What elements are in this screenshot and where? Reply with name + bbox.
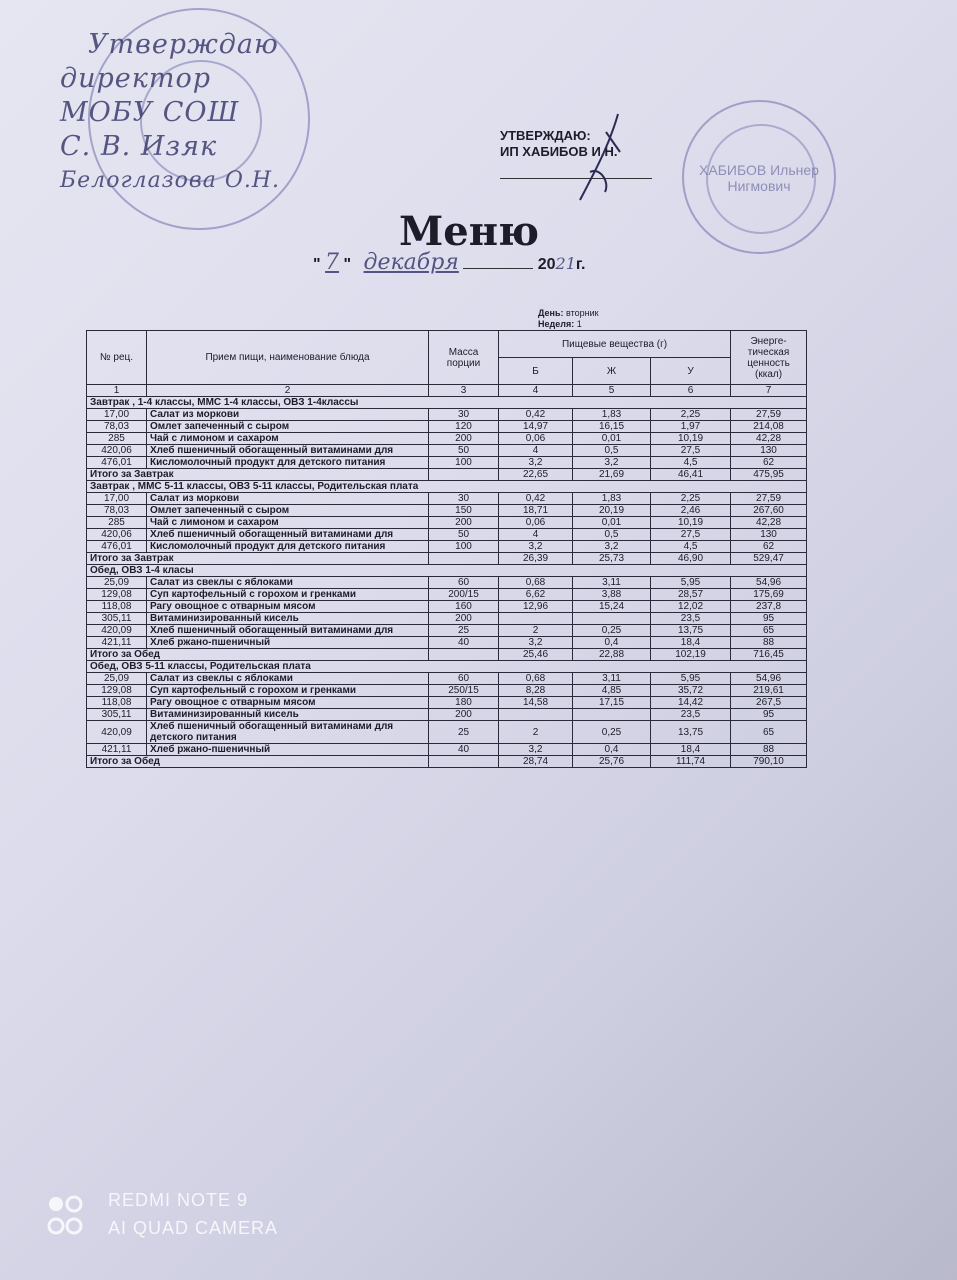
protein-value: 2: [499, 625, 573, 637]
table-row: [87, 637, 807, 649]
total-mass-empty: [429, 649, 499, 661]
total-mass-empty: [429, 756, 499, 768]
rec-number: 421,11: [87, 744, 147, 756]
rec-number: 420,09: [87, 625, 147, 637]
table-row: [87, 721, 807, 744]
dish-name: Хлеб пшеничный обогащенный витаминами для: [147, 445, 429, 457]
total-mass-empty: [429, 553, 499, 565]
total-label: Итого за Обед: [87, 649, 429, 661]
energy-value: 42,28: [731, 433, 807, 445]
table-row: [87, 673, 807, 685]
carb-value: 10,19: [651, 433, 731, 445]
rec-number: 305,11: [87, 613, 147, 625]
dish-name: Салат из свеклы с яблоками: [147, 577, 429, 589]
fat-value: 0,4: [573, 637, 651, 649]
col-number: 5: [573, 385, 651, 397]
dish-name: Омлет запеченный с сыром: [147, 421, 429, 433]
approval-person: ИП ХАБИБОВ И.Н.: [500, 144, 618, 159]
carb-value: 5,95: [651, 673, 731, 685]
dish-name: Хлеб пшеничный обогащенный витаминами для детского питания: [147, 721, 429, 744]
dish-name: Омлет запеченный с сыром: [147, 505, 429, 517]
rec-number: 78,03: [87, 421, 147, 433]
table-row: [87, 541, 807, 553]
dish-name: Хлеб пшеничный обогащенный витаминами для: [147, 529, 429, 541]
energy-value: 65: [731, 625, 807, 637]
dish-name: Хлеб ржано-пшеничный: [147, 744, 429, 756]
carb-value: 18,4: [651, 744, 731, 756]
table-row: [87, 625, 807, 637]
protein-value: 4: [499, 529, 573, 541]
carb-value: 5,95: [651, 577, 731, 589]
fat-value: [573, 709, 651, 721]
day-value: вторник: [566, 308, 599, 318]
handwritten-approval: [60, 28, 280, 198]
protein-value: [499, 709, 573, 721]
rec-number: 25,09: [87, 673, 147, 685]
protein-value: 0,06: [499, 433, 573, 445]
protein-value: 0,68: [499, 577, 573, 589]
entrepreneur-seal: [682, 100, 836, 254]
portion-mass: 50: [429, 529, 499, 541]
dish-name: Чай с лимоном и сахаром: [147, 433, 429, 445]
table-row: [87, 601, 807, 613]
table-row: [87, 421, 807, 433]
protein-value: 3,2: [499, 637, 573, 649]
fat-value: [573, 613, 651, 625]
total-carb: 102,19: [651, 649, 731, 661]
col-number: 7: [731, 385, 807, 397]
date-suffix: г.: [575, 256, 586, 273]
day-label: День:: [538, 308, 564, 318]
rec-number: 285: [87, 517, 147, 529]
energy-value: 267,5: [731, 697, 807, 709]
protein-value: 3,2: [499, 541, 573, 553]
carb-value: 14,42: [651, 697, 731, 709]
protein-value: 3,2: [499, 457, 573, 469]
header-b: Б: [499, 358, 573, 385]
fat-value: 0,25: [573, 625, 651, 637]
table-row: [87, 457, 807, 469]
col-number: 3: [429, 385, 499, 397]
carb-value: 10,19: [651, 517, 731, 529]
rec-number: 420,09: [87, 721, 147, 744]
dish-name: Кисломолочный продукт для детского питания: [147, 457, 429, 469]
section-header-row: [87, 397, 807, 409]
dish-name: Хлеб ржано-пшеничный: [147, 637, 429, 649]
approval-line: С. В. Изяк: [60, 131, 218, 162]
protein-value: 6,62: [499, 589, 573, 601]
total-carb: 111,74: [651, 756, 731, 768]
portion-mass: 200/15: [429, 589, 499, 601]
table-row: [87, 697, 807, 709]
protein-value: [499, 613, 573, 625]
fat-value: 17,15: [573, 697, 651, 709]
total-protein: 28,74: [499, 756, 573, 768]
protein-value: 4: [499, 445, 573, 457]
fat-value: 0,01: [573, 517, 651, 529]
section-title: Обед, ОВЗ 5-11 классы, Родительская плата: [87, 661, 807, 673]
table-row: [87, 613, 807, 625]
carb-value: 2,25: [651, 409, 731, 421]
table-row: [87, 505, 807, 517]
section-title: Обед, ОВЗ 1-4 класы: [87, 565, 807, 577]
date-year-prefix: 20: [537, 256, 556, 273]
table-row: [87, 445, 807, 457]
carb-value: 13,75: [651, 625, 731, 637]
table-row: [87, 577, 807, 589]
fat-value: 3,11: [573, 673, 651, 685]
carb-value: 4,5: [651, 457, 731, 469]
col-number: 2: [147, 385, 429, 397]
approval-line: директор: [60, 63, 212, 94]
protein-value: 0,42: [499, 493, 573, 505]
total-energy: 790,10: [731, 756, 807, 768]
table-row: [87, 589, 807, 601]
protein-value: 2: [499, 721, 573, 744]
energy-value: 95: [731, 709, 807, 721]
energy-value: 175,69: [731, 589, 807, 601]
total-fat: 25,76: [573, 756, 651, 768]
portion-mass: 250/15: [429, 685, 499, 697]
fat-value: 0,01: [573, 433, 651, 445]
portion-mass: 50: [429, 445, 499, 457]
total-carb: 46,41: [651, 469, 731, 481]
dish-name: Салат из моркови: [147, 409, 429, 421]
energy-value: 54,96: [731, 673, 807, 685]
header-u: У: [651, 358, 731, 385]
dish-name: Хлеб пшеничный обогащенный витаминами для: [147, 625, 429, 637]
energy-value: 214,08: [731, 421, 807, 433]
table-row: [87, 409, 807, 421]
total-protein: 26,39: [499, 553, 573, 565]
portion-mass: 25: [429, 721, 499, 744]
header-rec: № рец.: [87, 331, 147, 385]
fat-value: 20,19: [573, 505, 651, 517]
fat-value: 0,5: [573, 529, 651, 541]
column-number-row: [87, 385, 807, 397]
rec-number: 17,00: [87, 409, 147, 421]
fat-value: 4,85: [573, 685, 651, 697]
dish-name: Суп картофельный с горохом и гренками: [147, 589, 429, 601]
energy-value: 130: [731, 445, 807, 457]
protein-value: 0,42: [499, 409, 573, 421]
protein-value: 0,68: [499, 673, 573, 685]
total-label: Итого за Обед: [87, 756, 429, 768]
total-carb: 46,90: [651, 553, 731, 565]
energy-value: 237,8: [731, 601, 807, 613]
date-year-suffix: 21: [555, 254, 576, 273]
date-close-quote: ": [343, 256, 352, 273]
date-open-quote: ": [313, 256, 321, 273]
dish-name: Витаминизированный кисель: [147, 613, 429, 625]
rec-number: 421,11: [87, 637, 147, 649]
protein-value: 3,2: [499, 744, 573, 756]
rec-number: 285: [87, 433, 147, 445]
rec-number: 420,06: [87, 445, 147, 457]
dish-name: Кисломолочный продукт для детского питания: [147, 541, 429, 553]
page-title: Меню: [399, 208, 540, 255]
signature: [560, 112, 630, 202]
table-row: [87, 709, 807, 721]
carb-value: 18,4: [651, 637, 731, 649]
header-name: Прием пищи, наименование блюда: [147, 331, 429, 385]
rec-number: 118,08: [87, 697, 147, 709]
section-title: Завтрак , ММС 5-11 классы, ОВЗ 5-11 классы, Родительская плата: [87, 481, 807, 493]
carb-value: 2,46: [651, 505, 731, 517]
section-title: Завтрак , 1-4 классы, ММС 1-4 классы, ОВЗ 1-4классы: [87, 397, 807, 409]
total-protein: 25,46: [499, 649, 573, 661]
portion-mass: 25: [429, 625, 499, 637]
col-number: 1: [87, 385, 147, 397]
fat-value: 0,5: [573, 445, 651, 457]
rec-number: 129,08: [87, 589, 147, 601]
total-fat: 25,73: [573, 553, 651, 565]
approval-line: Утверждаю: [88, 29, 279, 60]
portion-mass: 180: [429, 697, 499, 709]
total-mass-empty: [429, 469, 499, 481]
day-info: [538, 308, 599, 330]
approval-label: УТВЕРЖДАЮ:: [500, 128, 591, 143]
week-value: 1: [576, 319, 582, 329]
col-number: 4: [499, 385, 573, 397]
fat-value: 3,2: [573, 457, 651, 469]
protein-value: 0,06: [499, 517, 573, 529]
camera-logo-icon: [44, 1192, 94, 1242]
protein-value: 8,28: [499, 685, 573, 697]
energy-value: 95: [731, 613, 807, 625]
energy-value: 88: [731, 744, 807, 756]
header-zh: Ж: [573, 358, 651, 385]
camera-watermark: [108, 1186, 278, 1242]
section-header-row: [87, 481, 807, 493]
portion-mass: 160: [429, 601, 499, 613]
table-row: [87, 744, 807, 756]
fat-value: 3,2: [573, 541, 651, 553]
carb-value: 27,5: [651, 529, 731, 541]
total-row: [87, 469, 807, 481]
total-fat: 22,88: [573, 649, 651, 661]
dish-name: Суп картофельный с горохом и гренками: [147, 685, 429, 697]
carb-value: 12,02: [651, 601, 731, 613]
approval-line: МОБУ СОШ: [60, 97, 240, 128]
carb-value: 23,5: [651, 709, 731, 721]
total-fat: 21,69: [573, 469, 651, 481]
energy-value: 62: [731, 457, 807, 469]
energy-value: 27,59: [731, 409, 807, 421]
fat-value: 3,11: [573, 577, 651, 589]
fat-value: 0,25: [573, 721, 651, 744]
rec-number: 420,06: [87, 529, 147, 541]
protein-value: 12,96: [499, 601, 573, 613]
total-label: Итого за Завтрак: [87, 553, 429, 565]
dish-name: Салат из свеклы с яблоками: [147, 673, 429, 685]
dish-name: Рагу овощное с отварным мясом: [147, 697, 429, 709]
rec-number: 17,00: [87, 493, 147, 505]
fat-value: 16,15: [573, 421, 651, 433]
fat-value: 15,24: [573, 601, 651, 613]
rec-number: 118,08: [87, 601, 147, 613]
total-row: [87, 756, 807, 768]
table-row: [87, 529, 807, 541]
portion-mass: 60: [429, 577, 499, 589]
rec-number: 129,08: [87, 685, 147, 697]
menu-table: [86, 330, 807, 768]
rec-number: 305,11: [87, 709, 147, 721]
total-row: [87, 553, 807, 565]
table-row: [87, 685, 807, 697]
week-label: Неделя:: [538, 319, 575, 329]
portion-mass: 100: [429, 457, 499, 469]
header-energy: Энерге-тическая ценность (ккал): [731, 331, 807, 385]
carb-value: 4,5: [651, 541, 731, 553]
energy-value: 219,61: [731, 685, 807, 697]
section-header-row: [87, 661, 807, 673]
rec-number: 78,03: [87, 505, 147, 517]
total-energy: 529,47: [731, 553, 807, 565]
protein-value: 14,97: [499, 421, 573, 433]
energy-value: 62: [731, 541, 807, 553]
header-mass: Масса порции: [429, 331, 499, 385]
portion-mass: 40: [429, 744, 499, 756]
carb-value: 35,72: [651, 685, 731, 697]
total-energy: 475,95: [731, 469, 807, 481]
watermark-line1: REDMI NOTE 9: [108, 1190, 249, 1210]
total-label: Итого за Завтрак: [87, 469, 429, 481]
portion-mass: 60: [429, 673, 499, 685]
carb-value: 28,57: [651, 589, 731, 601]
rec-number: 476,01: [87, 541, 147, 553]
fat-value: 1,83: [573, 409, 651, 421]
rec-number: 25,09: [87, 577, 147, 589]
protein-value: 14,58: [499, 697, 573, 709]
table-row: [87, 433, 807, 445]
portion-mass: 30: [429, 409, 499, 421]
energy-value: 130: [731, 529, 807, 541]
portion-mass: 200: [429, 613, 499, 625]
portion-mass: 120: [429, 421, 499, 433]
protein-value: 18,71: [499, 505, 573, 517]
dish-name: Витаминизированный кисель: [147, 709, 429, 721]
energy-value: 42,28: [731, 517, 807, 529]
dish-name: Салат из моркови: [147, 493, 429, 505]
total-protein: 22,65: [499, 469, 573, 481]
energy-value: 267,60: [731, 505, 807, 517]
total-energy: 716,45: [731, 649, 807, 661]
energy-value: 54,96: [731, 577, 807, 589]
carb-value: 23,5: [651, 613, 731, 625]
header-nutrients: Пищевые вещества (г): [499, 331, 731, 358]
energy-value: 88: [731, 637, 807, 649]
date-month: декабря: [363, 250, 459, 275]
date-day: 7: [325, 250, 340, 275]
fat-value: 3,88: [573, 589, 651, 601]
carb-value: 27,5: [651, 445, 731, 457]
energy-value: 27,59: [731, 493, 807, 505]
table-row: [87, 517, 807, 529]
approval-line: Белоглазова О.Н.: [60, 168, 281, 193]
dish-name: Рагу овощное с отварным мясом: [147, 601, 429, 613]
portion-mass: 150: [429, 505, 499, 517]
fat-value: 1,83: [573, 493, 651, 505]
portion-mass: 100: [429, 541, 499, 553]
portion-mass: 200: [429, 517, 499, 529]
portion-mass: 200: [429, 433, 499, 445]
energy-value: 65: [731, 721, 807, 744]
rec-number: 476,01: [87, 457, 147, 469]
col-number: 6: [651, 385, 731, 397]
portion-mass: 40: [429, 637, 499, 649]
carb-value: 13,75: [651, 721, 731, 744]
watermark-line2: AI QUAD CAMERA: [108, 1218, 279, 1238]
table-row: [87, 493, 807, 505]
portion-mass: 200: [429, 709, 499, 721]
carb-value: 1,97: [651, 421, 731, 433]
carb-value: 2,25: [651, 493, 731, 505]
fat-value: 0,4: [573, 744, 651, 756]
portion-mass: 30: [429, 493, 499, 505]
total-row: [87, 649, 807, 661]
seal-text: ХАБИБОВ Ильнер Нигмович: [699, 162, 819, 194]
dish-name: Чай с лимоном и сахаром: [147, 517, 429, 529]
menu-date: [313, 250, 585, 275]
section-header-row: [87, 565, 807, 577]
